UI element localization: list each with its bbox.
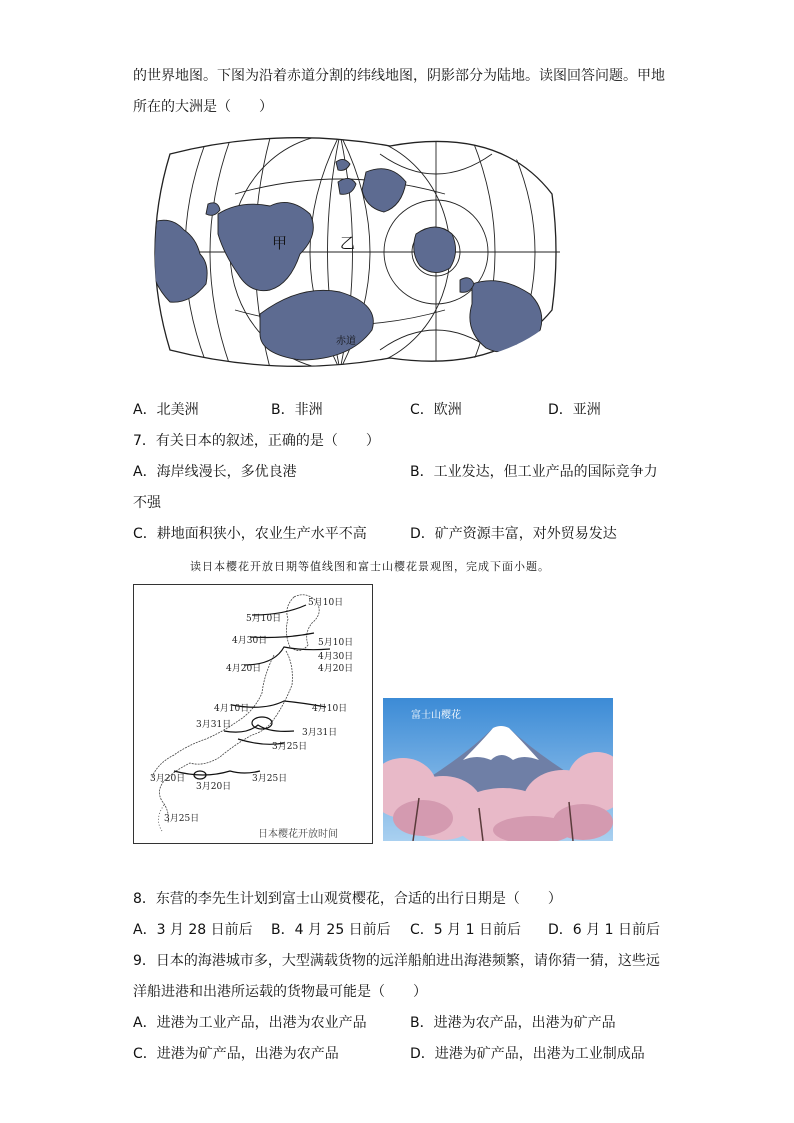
world-map-figure bbox=[140, 134, 560, 370]
section-intro: 读日本樱花开放日期等值线图和富士山樱花景观图，完成下面小题。 bbox=[190, 560, 550, 573]
iso-label-15: 3月20日 bbox=[196, 782, 232, 792]
map-label-equator: 赤道 bbox=[336, 336, 356, 347]
q6-option-a[interactable]: A．北美洲 bbox=[133, 402, 199, 418]
land-south-central bbox=[260, 290, 373, 360]
q9-option-a[interactable]: A．进港为工业产品，出港为农业产品 bbox=[133, 1015, 367, 1031]
q7-stem: 7．有关日本的叙述，正确的是（ ） bbox=[133, 433, 380, 449]
map-label-yi: 乙 bbox=[340, 234, 356, 252]
fuji-cherry-photo bbox=[383, 698, 613, 841]
q7-option-a[interactable]: A．海岸线漫长，多优良港 bbox=[133, 464, 297, 480]
q8-option-d[interactable]: D．6 月 1 日前后 bbox=[548, 922, 660, 938]
iso-label-3: 4月30日 bbox=[232, 636, 268, 646]
q6-option-d[interactable]: D．亚洲 bbox=[548, 402, 601, 418]
japan-cherry-map bbox=[133, 584, 373, 844]
iso-label-8: 4月10日 bbox=[214, 704, 250, 714]
iso-label-13: 3月20日 bbox=[150, 774, 186, 784]
land-antarctica bbox=[414, 227, 456, 273]
land-north-right bbox=[362, 169, 406, 212]
q9-option-c[interactable]: C．进港为矿产品，出港为农产品 bbox=[133, 1046, 339, 1062]
q7-option-c[interactable]: C．耕地面积狭小，农业生产水平不高 bbox=[133, 526, 367, 542]
q9-stem-line2: 洋船进港和出港所运载的货物最可能是（ ） bbox=[133, 984, 427, 1000]
q9-option-b[interactable]: B．进港为农产品，出港为矿产品 bbox=[410, 1015, 616, 1031]
land-north-tip bbox=[336, 159, 350, 170]
q6-option-b[interactable]: B．非洲 bbox=[271, 402, 323, 418]
q8-stem: 8．东营的李先生计划到富士山观赏樱花，合适的出行日期是（ ） bbox=[133, 891, 562, 907]
japan-map-caption: 日本樱花开放时间 bbox=[258, 829, 338, 840]
q9-option-d[interactable]: D．进港为矿产品，出港为工业制成品 bbox=[410, 1046, 645, 1062]
iso-label-12: 3月25日 bbox=[272, 742, 308, 752]
q8-option-c[interactable]: C．5 月 1 日前后 bbox=[410, 922, 521, 938]
iso-label-5: 4月30日 bbox=[318, 652, 354, 662]
map-label-jia: 甲 bbox=[272, 234, 288, 252]
q6-option-c[interactable]: C．欧洲 bbox=[410, 402, 462, 418]
iso-label-10: 3月31日 bbox=[196, 720, 232, 730]
q8-option-b[interactable]: B．4 月 25 日前后 bbox=[271, 922, 391, 938]
iso-label-11: 3月31日 bbox=[302, 728, 338, 738]
q9-stem-line1: 9．日本的海港城市多，大型满载货物的远洋船舶进出海港频繁，请你猜一猜，这些远 bbox=[133, 953, 660, 969]
iso-label-2: 5月10日 bbox=[246, 614, 282, 624]
q6-stem-line1: 的世界地图。下图为沿着赤道分割的纬线地图，阴影部分为陆地。读图回答问题。甲地 bbox=[133, 68, 665, 84]
iso-label-16: 3月25日 bbox=[164, 814, 200, 824]
iso-label-9: 4月10日 bbox=[312, 704, 348, 714]
land-north-small bbox=[338, 178, 356, 194]
iso-label-6: 4月20日 bbox=[226, 664, 262, 674]
q7-option-d[interactable]: D．矿产资源丰富，对外贸易发达 bbox=[410, 526, 617, 542]
land-left-islands bbox=[206, 203, 220, 215]
q7-option-b[interactable]: B．工业发达，但工业产品的国际竞争力 bbox=[410, 464, 658, 480]
iso-label-7: 4月20日 bbox=[318, 664, 354, 674]
q6-stem-line2: 所在的大洲是（ ） bbox=[133, 99, 273, 115]
land-right-big bbox=[470, 281, 542, 353]
iso-label-4: 5月10日 bbox=[318, 638, 354, 648]
iso-label-1: 5月10日 bbox=[308, 598, 344, 608]
q7-option-b-cont: 不强 bbox=[133, 495, 161, 511]
photo-label: 富士山樱花 bbox=[411, 710, 461, 721]
q8-option-a[interactable]: A．3 月 28 日前后 bbox=[133, 922, 253, 938]
iso-label-14: 3月25日 bbox=[252, 774, 288, 784]
